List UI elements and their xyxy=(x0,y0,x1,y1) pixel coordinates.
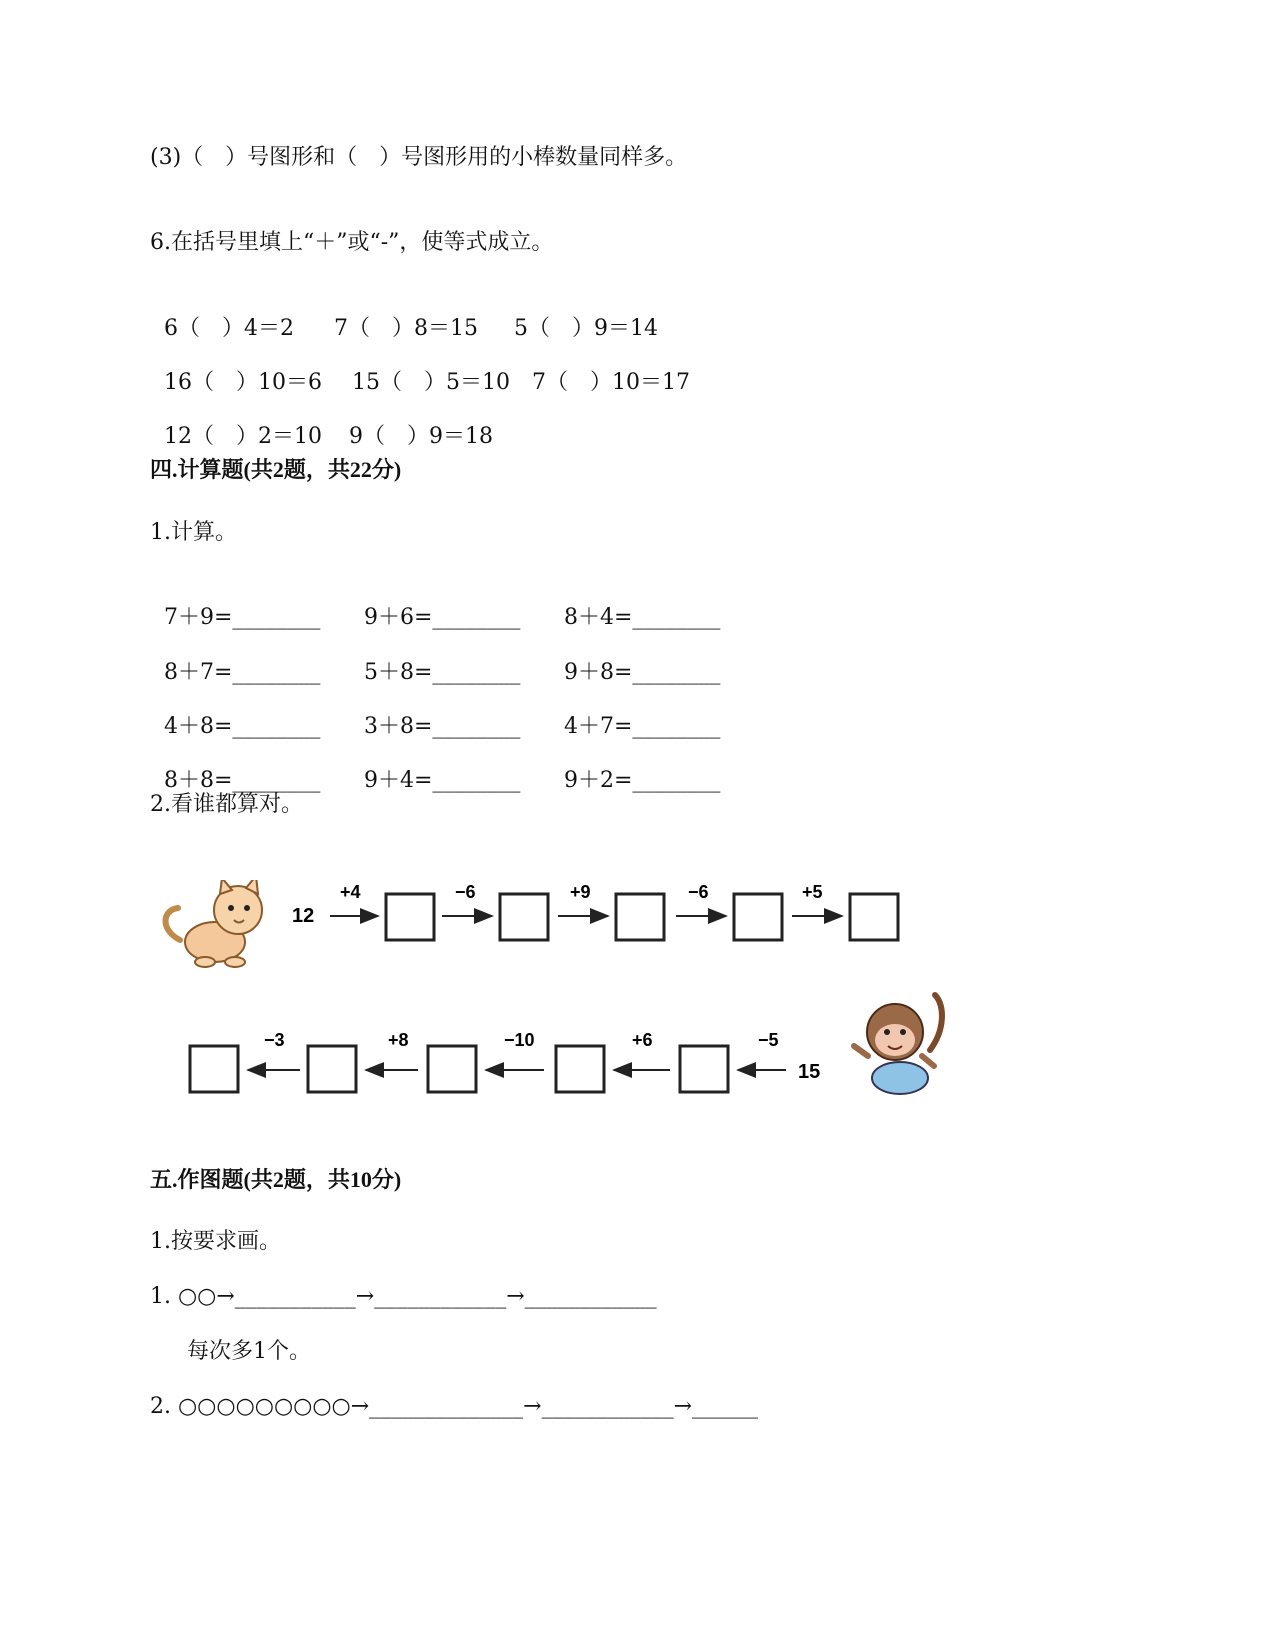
q6-item: 7（ ）10＝17 xyxy=(532,370,690,395)
answer-box[interactable] xyxy=(500,894,548,940)
calc-item: 7＋9=________ xyxy=(164,605,321,630)
calc-row-4 xyxy=(150,736,720,796)
chain1-op: +9 xyxy=(570,882,591,902)
calc-item: 3＋8=________ xyxy=(364,714,521,739)
cat-illustration xyxy=(166,880,263,967)
calc-item: 8＋7=________ xyxy=(164,660,321,685)
calc-item: 4＋7=________ xyxy=(564,714,721,739)
answer-box[interactable] xyxy=(680,1046,728,1092)
section-4-q2-title: 2.看谁都算对。 xyxy=(150,792,303,817)
calc-row-2 xyxy=(150,628,720,688)
draw-item-1-note: 每次多1个。 xyxy=(187,1339,311,1364)
chain2-op: −3 xyxy=(264,1030,285,1050)
monkey-illustration xyxy=(854,995,942,1094)
calc-item: 4＋8=________ xyxy=(164,714,321,739)
chain1-op: −6 xyxy=(455,882,476,902)
draw-item-1: 1. ○○→___________→____________→____________ xyxy=(150,1284,657,1309)
draw-item-2: 2. ○○○○○○○○○→______________→____________→______ xyxy=(150,1394,759,1419)
calc-item: 9＋2=________ xyxy=(564,768,721,793)
calc-item: 9＋4=________ xyxy=(364,768,521,793)
chain2-op: −10 xyxy=(504,1030,535,1050)
section-4-q1-title: 1.计算。 xyxy=(150,520,237,545)
q6-item: 9（ ）9＝18 xyxy=(349,424,493,449)
answer-box[interactable] xyxy=(308,1046,356,1092)
q6-row-1 xyxy=(150,284,658,344)
answer-box[interactable] xyxy=(850,894,898,940)
question-6-title: 6.在括号里填上“＋”或“-”，使等式成立。 xyxy=(150,230,554,255)
q6-item: 15（ ）5＝10 xyxy=(352,370,510,395)
q6-item: 6（ ）4＝2 xyxy=(164,316,294,341)
chain1-op: +5 xyxy=(802,882,823,902)
q6-item: 5（ ）9＝14 xyxy=(514,316,658,341)
q6-row-3 xyxy=(150,392,493,452)
chain1-start: 12 xyxy=(292,905,315,927)
q6-item: 7（ ）8＝15 xyxy=(334,316,478,341)
arithmetic-chain-figure xyxy=(160,880,990,1150)
q6-item: 16（ ）10＝6 xyxy=(164,370,322,395)
calc-row-1 xyxy=(150,573,720,633)
question-5-3: (3)（ ）号图形和（ ）号图形用的小棒数量同样多。 xyxy=(150,145,688,170)
answer-box[interactable] xyxy=(616,894,664,940)
section-4-heading: 四.计算题(共2题，共22分) xyxy=(150,457,402,482)
answer-box[interactable] xyxy=(190,1046,238,1092)
chain2-op: +6 xyxy=(632,1030,653,1050)
calc-item: 9＋8=________ xyxy=(564,660,721,685)
q6-item: 12（ ）2＝10 xyxy=(164,424,322,449)
chain2-start: 15 xyxy=(798,1061,821,1083)
q6-row-2 xyxy=(150,338,690,398)
calc-row-3 xyxy=(150,682,720,742)
chain2-op: +8 xyxy=(388,1030,409,1050)
calc-item: 5＋8=________ xyxy=(364,660,521,685)
chain2-op: −5 xyxy=(758,1030,779,1050)
answer-box[interactable] xyxy=(556,1046,604,1092)
calc-item: 8＋4=________ xyxy=(564,605,721,630)
section-5-q1-title: 1.按要求画。 xyxy=(150,1229,281,1254)
answer-box[interactable] xyxy=(428,1046,476,1092)
chain1-op: −6 xyxy=(688,882,709,902)
answer-box[interactable] xyxy=(386,894,434,940)
chain1-op: +4 xyxy=(340,882,361,902)
calc-item: 8＋8=________ xyxy=(164,768,321,793)
answer-box[interactable] xyxy=(734,894,782,940)
calc-item: 9＋6=________ xyxy=(364,605,521,630)
section-5-heading: 五.作图题(共2题，共10分) xyxy=(150,1167,402,1192)
